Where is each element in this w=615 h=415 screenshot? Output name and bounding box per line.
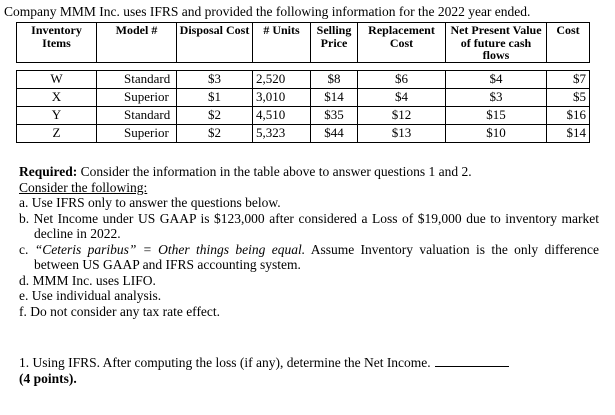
intro-sentence: Company MMM Inc. uses IFRS and provided the following information for the 2022 year ended. — [4, 4, 531, 19]
cell-price: $44 — [311, 124, 358, 142]
cell-replacement: $12 — [358, 106, 446, 124]
cell-item: Z — [17, 124, 97, 142]
header-disposal-cost: Disposal Cost — [177, 23, 253, 63]
header-cost: Cost — [547, 23, 590, 63]
consider-heading: Consider the following: — [19, 179, 148, 195]
cell-cost: $14 — [547, 124, 590, 142]
answer-blank[interactable] — [435, 355, 509, 367]
cell-item: W — [17, 70, 97, 88]
cell-cost: $7 — [547, 70, 590, 88]
cell-item: Y — [17, 106, 97, 124]
cell-replacement: $6 — [358, 70, 446, 88]
required-label: Required: — [19, 164, 78, 179]
cell-model: Superior — [97, 124, 177, 142]
required-line — [19, 164, 599, 180]
cell-units: 2,520 — [253, 70, 311, 88]
header-selling-price: Selling Price — [311, 23, 358, 63]
point-c-prefix: c. — [19, 241, 35, 257]
header-model: Model # — [97, 23, 177, 63]
cell-units: 4,510 — [253, 106, 311, 124]
table-row — [17, 70, 590, 88]
cell-model: Standard — [97, 70, 177, 88]
cell-model: Superior — [97, 88, 177, 106]
cell-model: Standard — [97, 106, 177, 124]
table-row — [17, 124, 590, 142]
point-b-text: b. Net Income under US GAAP is $123,000 after considered a Loss of $19,000 due to inventory market decline in 2022. — [19, 210, 599, 241]
cell-replacement: $4 — [358, 88, 446, 106]
cell-disposal: $3 — [177, 70, 253, 88]
point-e: e. Use individual analysis. — [19, 288, 162, 303]
inventory-table — [16, 22, 590, 143]
required-text: Consider the information in the table above to answer questions 1 and 2. — [77, 164, 472, 179]
points-label: (4 points). — [19, 370, 77, 386]
point-c-rest: Assume Inventory valuation is the only difference between US GAAP and IFRS accounting system. — [34, 241, 599, 272]
table-header-row — [17, 23, 590, 63]
instructions — [19, 164, 599, 386]
question-1-points — [19, 371, 599, 387]
cell-npv: $4 — [446, 70, 547, 88]
point-f: f. Do not consider any tax rate effect. — [19, 303, 221, 319]
point-b — [19, 211, 599, 242]
cell-cost: $5 — [547, 88, 590, 106]
cell-item: X — [17, 88, 97, 106]
cell-units: 5,323 — [253, 124, 311, 142]
cell-price: $14 — [311, 88, 358, 106]
point-c-italic: “Ceteris paribus” = Other things being equal. — [34, 241, 306, 257]
point-c — [19, 242, 599, 273]
question-1 — [19, 355, 599, 371]
header-units: # Units — [253, 23, 311, 63]
cell-disposal: $1 — [177, 88, 253, 106]
point-d: d. MMM Inc. uses LIFO. — [19, 272, 156, 288]
cell-price: $35 — [311, 106, 358, 124]
cell-cost: $16 — [547, 106, 590, 124]
cell-disposal: $2 — [177, 124, 253, 142]
header-replacement-cost: Replacement Cost — [358, 23, 446, 63]
question-1-text: 1. Using IFRS. After computing the loss (if any), determine the Net Income. — [19, 355, 431, 370]
table-row — [17, 88, 590, 106]
cell-replacement: $13 — [358, 124, 446, 142]
cell-disposal: $2 — [177, 106, 253, 124]
cell-units: 3,010 — [253, 88, 311, 106]
cell-npv: $15 — [446, 106, 547, 124]
cell-price: $8 — [311, 70, 358, 88]
header-npv: Net Present Value of future cash flows — [446, 23, 547, 63]
cell-npv: $10 — [446, 124, 547, 142]
cell-npv: $3 — [446, 88, 547, 106]
table-row — [17, 106, 590, 124]
point-a: a. Use IFRS only to answer the questions below. — [19, 195, 281, 210]
header-inventory-items: Inventory Items — [17, 23, 97, 63]
